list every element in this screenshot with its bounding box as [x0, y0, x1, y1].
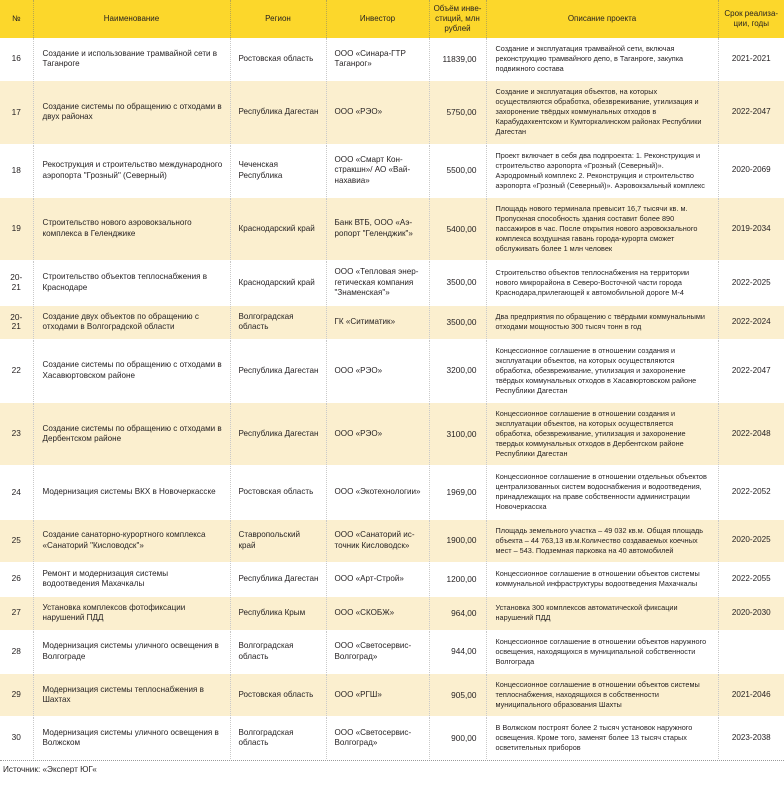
- cell-desc: Создание и эксплуатация объектов, на которых осуществляются обработка, обезвреживание, утилизация и захоронение твёрдых коммунальных отходов в Карабудахкентском и Кумторкалинском районах Республики Дагестан: [486, 81, 718, 144]
- cell-term: 2020-2025: [718, 519, 784, 562]
- cell-reg: Республика Крым: [230, 596, 326, 630]
- cell-reg: Республика Дагестан: [230, 81, 326, 144]
- cell-term: 2022-2048: [718, 402, 784, 465]
- cell-num: 24: [0, 466, 33, 519]
- cell-name: Создание системы по обращению с отходами в Дербентском районе: [33, 402, 230, 465]
- cell-num: 30: [0, 717, 33, 760]
- table-row: [0, 717, 784, 760]
- cell-term: 2020-2030: [718, 596, 784, 630]
- cell-reg: Ростовская область: [230, 673, 326, 716]
- cell-reg: Краснодарский край: [230, 197, 326, 260]
- cell-num: 22: [0, 339, 33, 402]
- cell-vol: 5750,00: [429, 81, 486, 144]
- cell-reg: Краснодарский край: [230, 261, 326, 306]
- cell-name: Модернизация системы уличного освещения в Волжском: [33, 717, 230, 760]
- table-row: [0, 144, 784, 197]
- cell-desc: Концессионное соглашение в отношении объектов системы коммунальной инфраструктуры водоотведения Махачкалы: [486, 562, 718, 596]
- cell-desc: Создание и эксплуатация трамвайной сети, включая реконструкцию трамвайного депо, в Таганроге, закупка подвижного состава: [486, 38, 718, 81]
- cell-vol: 1969,00: [429, 466, 486, 519]
- cell-vol: 3200,00: [429, 339, 486, 402]
- cell-vol: 1900,00: [429, 519, 486, 562]
- cell-vol: 944,00: [429, 630, 486, 673]
- cell-reg: Волгоградская область: [230, 717, 326, 760]
- column-header-term: Срок реализа- ции, годы: [718, 0, 784, 38]
- cell-term: 2021-2021: [718, 38, 784, 81]
- cell-name: Создание системы по обращению с отходами в Хасавюртовском районе: [33, 339, 230, 402]
- cell-term: 2019-2034: [718, 197, 784, 260]
- table-header-row: [0, 0, 784, 38]
- column-header-region: Регион: [230, 0, 326, 38]
- cell-name: Модернизация системы уличного освещения в Волгограде: [33, 630, 230, 673]
- cell-desc: Два предприятия по обращению с твёрдыми коммунальными отходами мощностью 300 тысяч тонн в год: [486, 305, 718, 339]
- cell-desc: Концессионное соглашение в отношении отдельных объектов централизованных систем водоснабжения и водоотведения, принадлежащих на праве собственности администрации Новочеркасска: [486, 466, 718, 519]
- cell-vol: 900,00: [429, 717, 486, 760]
- cell-term: 2022-2055: [718, 562, 784, 596]
- cell-inv: ООО «СКОБЖ»: [326, 596, 429, 630]
- cell-inv: ООО «Светосервис-Волгоград»: [326, 717, 429, 760]
- cell-name: Модернизация системы теплоснабжения в Шахтах: [33, 673, 230, 716]
- table-body: [0, 38, 784, 760]
- cell-inv: ООО «Смарт Кон-стракшн»/ АО «Вай-нахавиа»: [326, 144, 429, 197]
- table-row: [0, 673, 784, 716]
- cell-reg: Республика Дагестан: [230, 402, 326, 465]
- column-header-number: №: [0, 0, 33, 38]
- cell-name: Создание санаторно-курортного комплекса «Санаторий "Кисловодск"»: [33, 519, 230, 562]
- table-row: [0, 305, 784, 339]
- cell-desc: Строительство объектов теплоснабжения на территории нового микрорайона в Северо-Восточной части города Краснодара,прилегающей к автомобильной дороге М-4: [486, 261, 718, 306]
- table-row: [0, 562, 784, 596]
- source-note: Источник: «Эксперт ЮГ«: [0, 760, 784, 774]
- cell-num: 25: [0, 519, 33, 562]
- column-header-name: Наименование: [33, 0, 230, 38]
- cell-num: 18: [0, 144, 33, 197]
- cell-reg: Республика Дагестан: [230, 562, 326, 596]
- cell-vol: 11839,00: [429, 38, 486, 81]
- cell-name: Модернизация системы ВКХ в Новочеркасске: [33, 466, 230, 519]
- cell-desc: Площадь земельного участка – 49 032 кв.м. Общая площадь объекта – 44 763,13 кв.м.Количество создаваемых коечных мест – 543. Подземная парковка на 40 автомобилей: [486, 519, 718, 562]
- table-row: [0, 38, 784, 81]
- cell-num: 28: [0, 630, 33, 673]
- cell-desc: Концессионное соглашение в отношении объектов системы теплоснабжения, находящихся в собственности муниципального образования Шахты: [486, 673, 718, 716]
- cell-vol: 5500,00: [429, 144, 486, 197]
- cell-num: 16: [0, 38, 33, 81]
- table-row: [0, 261, 784, 306]
- cell-num: 29: [0, 673, 33, 716]
- table-row: [0, 197, 784, 260]
- cell-inv: ООО «РЭО»: [326, 81, 429, 144]
- cell-term: 2021-2046: [718, 673, 784, 716]
- cell-term: 2022-2047: [718, 339, 784, 402]
- cell-inv: ГК «Ситиматик»: [326, 305, 429, 339]
- cell-term: 2022-2052: [718, 466, 784, 519]
- cell-name: Ремонт и модернизация системы водоотведения Махачкалы: [33, 562, 230, 596]
- cell-term: 2020-2069: [718, 144, 784, 197]
- cell-name: Строительство нового аэровокзального комплекса в Геленджике: [33, 197, 230, 260]
- cell-reg: Волгоградская область: [230, 630, 326, 673]
- cell-num: 19: [0, 197, 33, 260]
- table-row: [0, 596, 784, 630]
- cell-num: 27: [0, 596, 33, 630]
- cell-reg: Ставропольский край: [230, 519, 326, 562]
- cell-term: 2023-2038: [718, 717, 784, 760]
- cell-desc: В Волжском построят более 2 тысяч установок наружного освещения. Кроме того, заменят более 13 тысяч старых осветительных приборов: [486, 717, 718, 760]
- table-row: [0, 466, 784, 519]
- cell-reg: Чеченская Республика: [230, 144, 326, 197]
- cell-num: 20- 21: [0, 261, 33, 306]
- cell-name: Рекострукция и строительство международного аэропорта "Грозный" (Северный): [33, 144, 230, 197]
- table-row: [0, 630, 784, 673]
- cell-vol: 3500,00: [429, 305, 486, 339]
- cell-name: Создание двух объектов по обращению с отходами в Волгоградской области: [33, 305, 230, 339]
- cell-inv: ООО «Арт-Строй»: [326, 562, 429, 596]
- table-header: [0, 0, 784, 38]
- cell-name: Установка комплексов фотофиксации нарушений ПДД: [33, 596, 230, 630]
- cell-name: Создание и использование трамвайной сети в Таганроге: [33, 38, 230, 81]
- cell-term: 2022-2047: [718, 81, 784, 144]
- table-row: [0, 402, 784, 465]
- cell-reg: Волгоградская область: [230, 305, 326, 339]
- cell-num: 20- 21: [0, 305, 33, 339]
- cell-inv: ООО «РЭО»: [326, 339, 429, 402]
- column-header-investor: Инвестор: [326, 0, 429, 38]
- cell-desc: Концессионное соглашение в отношении создания и эксплуатации объектов, на которых осуществляется обработка, обезвреживание, утилизация и захоронение твердых коммунальных отходов в Дербентском районе Республики Дагестан: [486, 402, 718, 465]
- cell-term: 2022-2025: [718, 261, 784, 306]
- cell-num: 26: [0, 562, 33, 596]
- cell-num: 17: [0, 81, 33, 144]
- table-row: [0, 339, 784, 402]
- cell-reg: Ростовская область: [230, 38, 326, 81]
- cell-desc: Проект включает в себя два подпроекта: 1. Реконструкция и строительство аэропорта «Грозный (Северный)». Аэродромный комплекс 2. Реконструкция и строительство аэропорта «Грозный (Северный)». Аэровокзальный комплекс: [486, 144, 718, 197]
- table-row: [0, 81, 784, 144]
- table-row: [0, 519, 784, 562]
- cell-vol: 905,00: [429, 673, 486, 716]
- cell-inv: ООО «Светосервис-Волгоград»: [326, 630, 429, 673]
- cell-vol: 3500,00: [429, 261, 486, 306]
- cell-term: [718, 630, 784, 673]
- cell-vol: 5400,00: [429, 197, 486, 260]
- cell-term: 2022-2024: [718, 305, 784, 339]
- cell-vol: 1200,00: [429, 562, 486, 596]
- cell-num: 23: [0, 402, 33, 465]
- cell-desc: Установка 300 комплексов автоматической фиксации нарушений ПДД: [486, 596, 718, 630]
- cell-inv: ООО «Тепловая энер-гетическая компания "Знаменская"»: [326, 261, 429, 306]
- cell-name: Строительство объектов теплоснабжения в Краснодаре: [33, 261, 230, 306]
- cell-desc: Концессионное соглашение в отношении объектов наружного освещения, находящихся в муниципальной собственности Волгограда: [486, 630, 718, 673]
- cell-inv: ООО «РЭО»: [326, 402, 429, 465]
- cell-desc: Площадь нового терминала превысит 16,7 тысячи кв. м. Пропускная способность здания составит более 890 пассажиров в час. После открытия нового аэровокзального комплекса воздушная гавань города-курорта сможет обслуживать более 1 млн человек: [486, 197, 718, 260]
- cell-desc: Концессионное соглашение в отношении создания и эксплуатации объектов, на которых осуществляются обработка, обезвреживание, утилизация и захоронение твёрдых коммунальных отходов в Хасавюртовском районе Республики Дагестан: [486, 339, 718, 402]
- cell-inv: ООО «Синара-ГТР Таганрог»: [326, 38, 429, 81]
- cell-reg: Ростовская область: [230, 466, 326, 519]
- cell-inv: Банк ВТБ, ООО «Аэ-ропорт "Геленджик"»: [326, 197, 429, 260]
- cell-reg: Республика Дагестан: [230, 339, 326, 402]
- cell-inv: ООО «РГШ»: [326, 673, 429, 716]
- column-header-description: Описание проекта: [486, 0, 718, 38]
- cell-inv: ООО «Санаторий ис-точник Кисловодск»: [326, 519, 429, 562]
- cell-vol: 3100,00: [429, 402, 486, 465]
- column-header-volume: Объём инве- стиций, млн рублей: [429, 0, 486, 38]
- cell-vol: 964,00: [429, 596, 486, 630]
- cell-inv: ООО «Экотехнологии»: [326, 466, 429, 519]
- cell-name: Создание системы по обращению с отходами в двух районах: [33, 81, 230, 144]
